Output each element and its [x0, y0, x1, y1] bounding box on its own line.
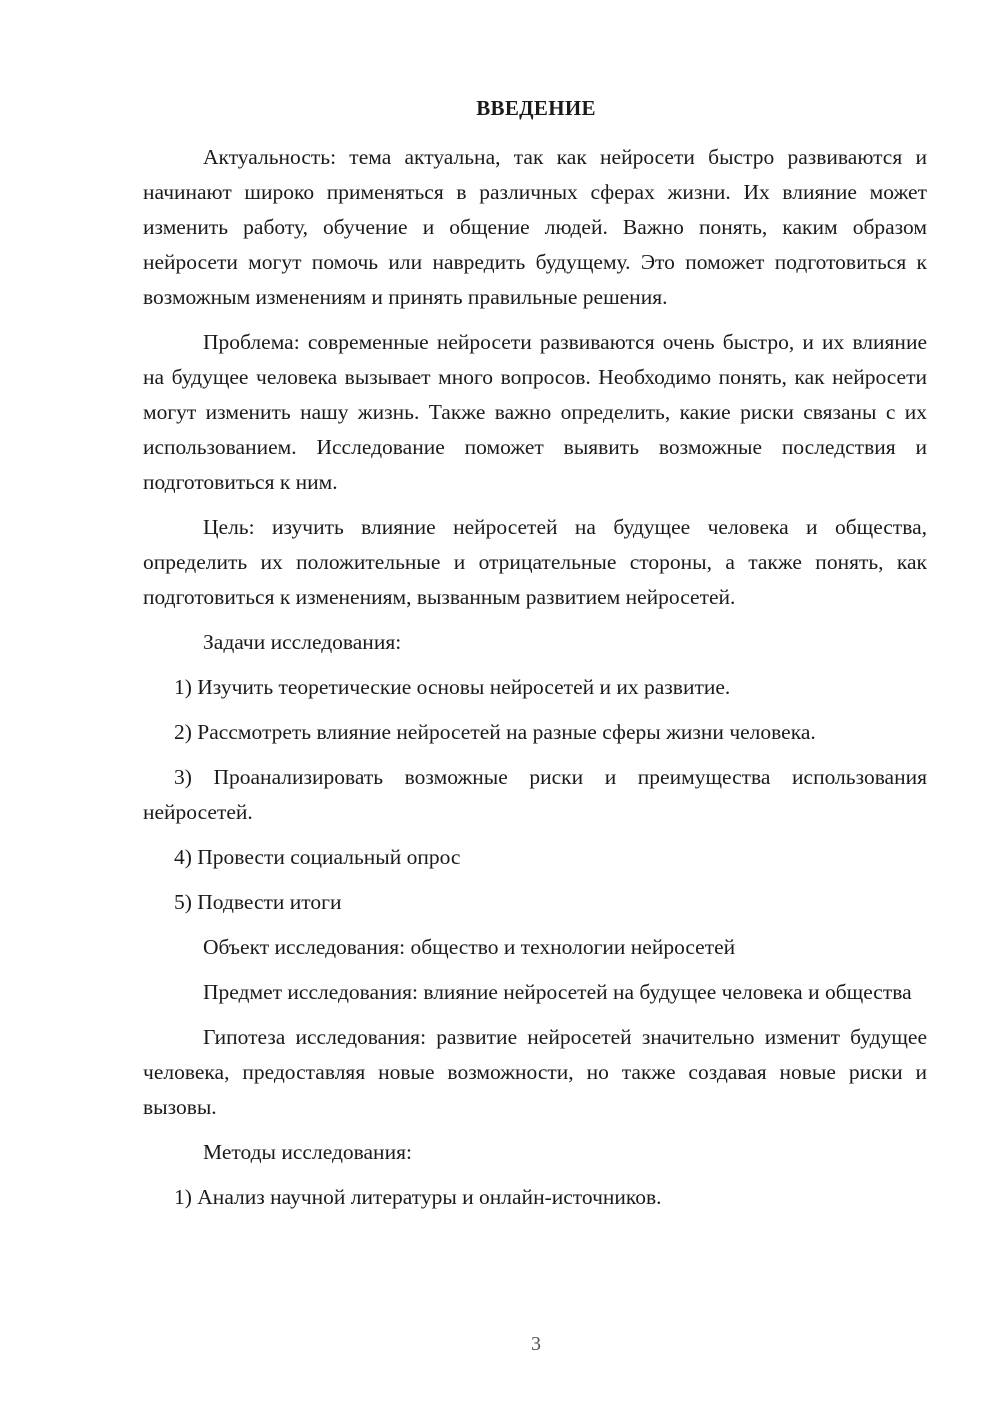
- paragraph-object: Объект исследования: общество и технологии нейросетей: [203, 935, 736, 959]
- page-number: 3: [531, 1333, 541, 1355]
- paragraph-problem: Проблема: современные нейросети развиваются очень быстро, и их влияние на будущее человека вызывает много вопросов. Необходимо понять, как нейросети могут изменить нашу жизнь. Также важно определить, какие риски связаны с их использованием. Исследование поможет выявить возможные последствия и подготовиться к ним.: [143, 330, 927, 494]
- list-item-task-3: 3) Проанализировать возможные риски и преимущества использования нейросетей.: [143, 765, 927, 824]
- list-item-method-1: 1) Анализ научной литературы и онлайн-источников.: [174, 1185, 662, 1209]
- paragraph-subject: Предмет исследования: влияние нейросетей на будущее человека и общества: [203, 980, 912, 1004]
- paragraph-tasks-title: Задачи исследования:: [203, 630, 402, 654]
- section-heading: ВВЕДЕНИЕ: [476, 96, 596, 120]
- paragraph-methods-title: Методы исследования:: [203, 1140, 412, 1164]
- list-item-task-4: 4) Провести социальный опрос: [174, 845, 461, 869]
- paragraph-relevance: Актуальность: тема актуальна, так как нейросети быстро развиваются и начинают широко применяться в различных сферах жизни. Их влияние может изменить работу, обучение и общение людей. Важно понять, каким образом нейросети могут помочь или навредить будущему. Это поможет подготовиться к возможным изменениям и принять правильные решения.: [143, 145, 927, 309]
- paragraph-goal: Цель: изучить влияние нейросетей на будущее человека и общества, определить их положительные и отрицательные стороны, а также понять, как подготовиться к изменениям, вызванным развитием нейросетей.: [143, 515, 927, 609]
- list-item-task-2: 2) Рассмотреть влияние нейросетей на разные сферы жизни человека.: [174, 720, 816, 744]
- list-item-task-1: 1) Изучить теоретические основы нейросетей и их развитие.: [174, 675, 731, 699]
- list-item-task-5: 5) Подвести итоги: [174, 890, 342, 914]
- paragraph-hypothesis: Гипотеза исследования: развитие нейросетей значительно изменит будущее человека, предоставляя новые возможности, но также создавая новые риски и вызовы.: [143, 1025, 927, 1119]
- document-body: [143, 140, 927, 1225]
